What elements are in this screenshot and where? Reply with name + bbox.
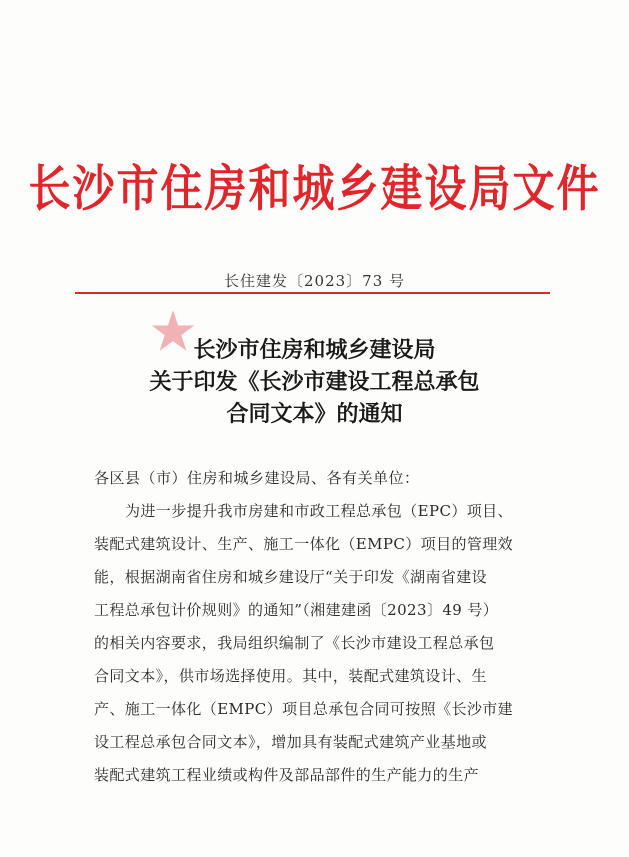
document-title	[0, 334, 629, 430]
agency-header: 长沙市住房和城乡建设局文件	[28, 159, 601, 218]
paragraph-line: 能，根据湖南省住房和城乡建设厅“关于印发《湖南省建设	[94, 568, 488, 586]
title-line: 长沙市住房和城乡建设局	[193, 337, 436, 363]
title-line: 关于印发《长沙市建设工程总承包	[149, 369, 480, 395]
paragraph-line: 为进一步提升我市房建和市政工程总承包（EPC）项目、	[125, 502, 513, 520]
paragraph-line: 合同文本》，供市场选择使用。其中，装配式建筑设计、生	[94, 667, 487, 685]
paragraph-line: 设工程总承包合同文本》，增加具有装配式建筑产业基地或	[94, 733, 487, 751]
paragraph-line: 产、施工一体化（EMPC）项目总承包合同可按照《长沙市建	[94, 700, 514, 718]
title-line: 合同文本》的通知	[226, 401, 403, 427]
red-divider	[75, 292, 550, 294]
document-number: 长住建发〔2023〕73 号	[223, 272, 406, 290]
salutation: 各区县（市）住房和城乡建设局、各有关单位：	[94, 469, 420, 487]
paragraph-line: 的相关内容要求，我局组织编制了《长沙市建设工程总承包	[94, 634, 495, 652]
paragraph-line: 装配式建筑工程业绩或构件及部品部件的生产能力的生产	[94, 766, 480, 784]
paragraph-line: 装配式建筑设计、生产、施工一体化（EMPC）项目的管理效	[94, 535, 514, 553]
paragraph-line: 工程总承包计价规则》的通知”（湘建建函〔2023〕49 号）	[94, 601, 499, 619]
